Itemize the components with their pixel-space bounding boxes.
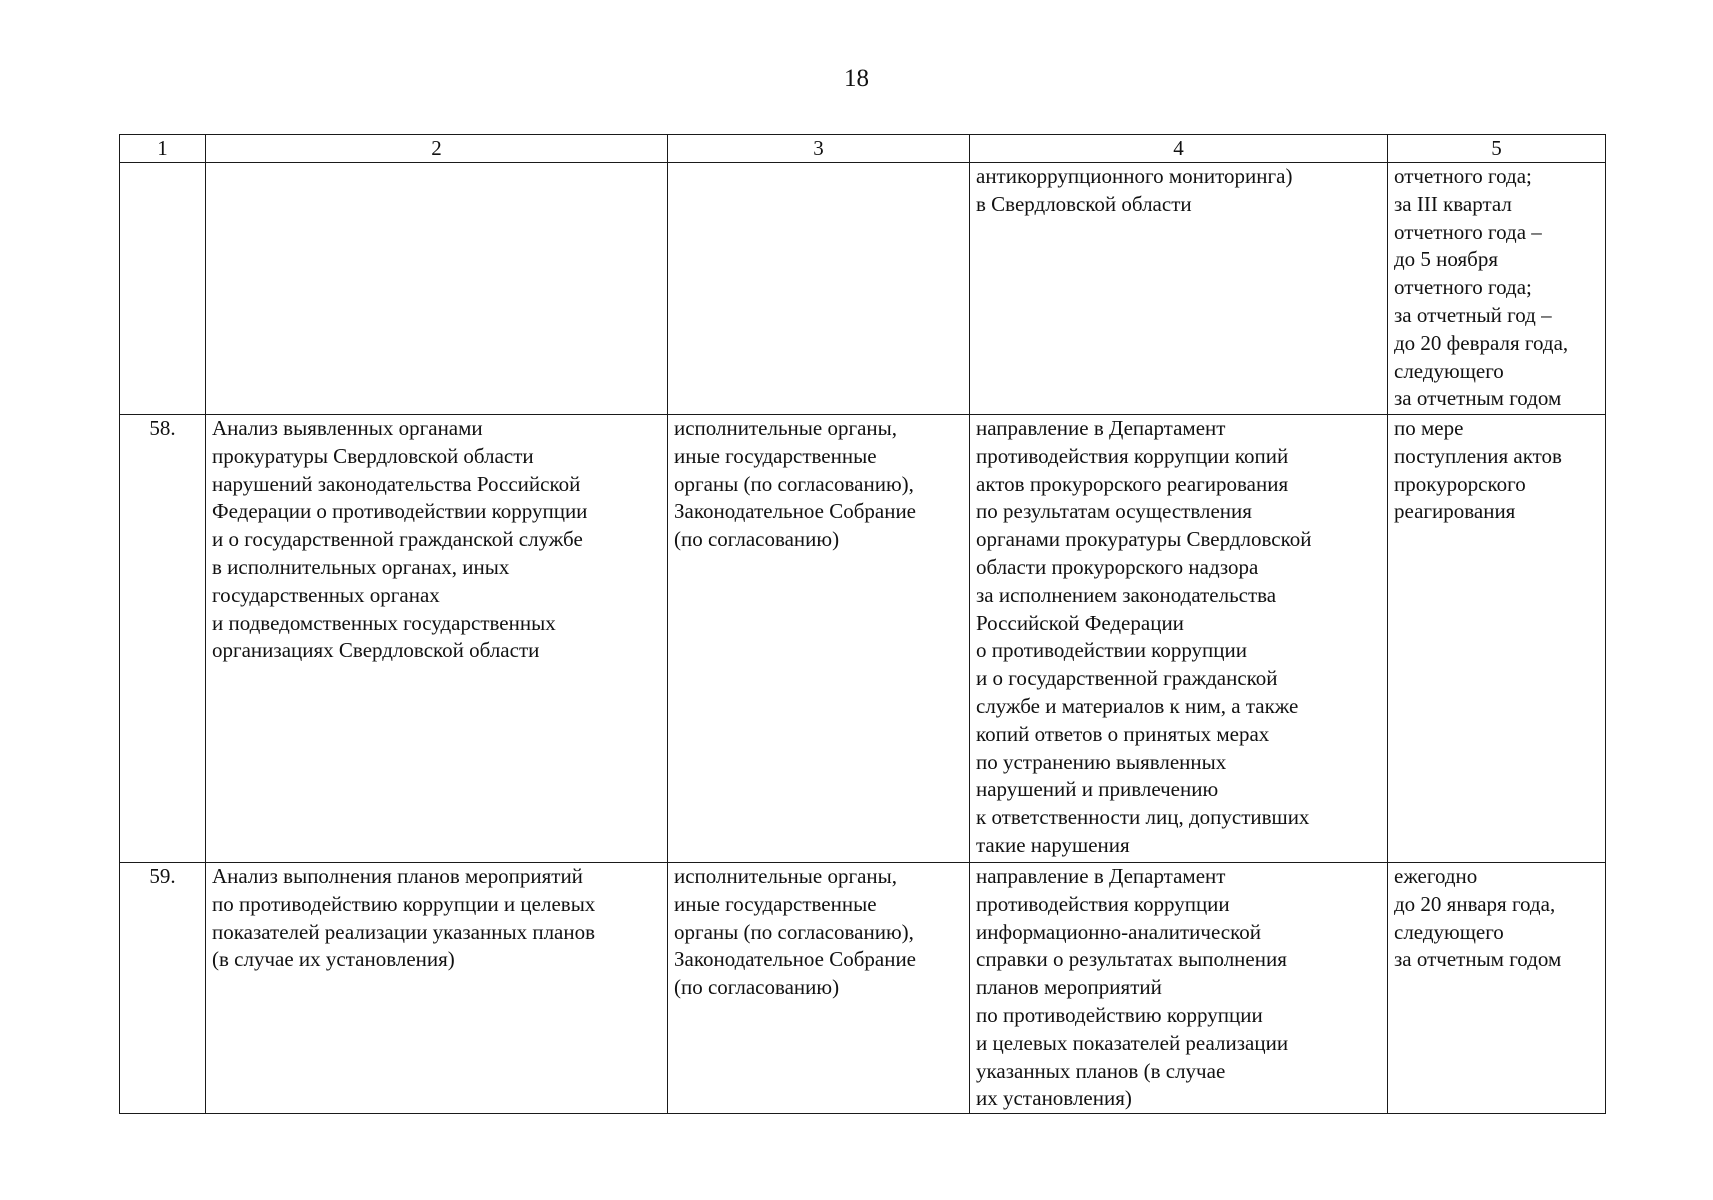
action-cell: Анализ выполнения планов мероприятий по противодействию коррупции и целевых показателей реализации указанных планов (в случае их установления) [206, 863, 668, 1114]
table-row [120, 863, 1606, 1114]
table-row [120, 415, 1606, 863]
column-header-5: 5 [1388, 135, 1606, 163]
table-header-row [120, 135, 1606, 163]
executors-cell [668, 163, 970, 415]
action-cell: Анализ выявленных органами прокуратуры Свердловской области нарушений законодательства Российской Федерации о противодействии коррупции и о государственной гражданской службе в исполнительных органах, иных государственных органах и подведомственных государственных организациях Свердловской области [206, 415, 668, 863]
executors-cell: исполнительные органы, иные государственные органы (по согласованию), Законодательное Собрание (по согласованию) [668, 863, 970, 1114]
deadline-cell: по мере поступления актов прокурорского реагирования [1388, 415, 1606, 863]
column-header-1: 1 [120, 135, 206, 163]
row-number [120, 163, 206, 415]
row-number: 59. [120, 863, 206, 1114]
form-cell: направление в Департамент противодействия коррупции информационно-аналитической справки о результатах выполнения планов мероприятий по противодействию коррупции и целевых показателей реализации указанных планов (в случае их установления) [970, 863, 1388, 1114]
page-number: 18 [844, 65, 869, 92]
form-cell: направление в Департамент противодействия коррупции копий актов прокурорского реагирования по результатам осуществления органами прокуратуры Свердловской области прокурорского надзора за исполнением законодательства Российской Федерации о противодействии коррупции и о государственной гражданской службе и материалов к ним, а также копий ответов о принятых мерах по устранению выявленных нарушений и привлечению к ответственности лиц, допустивших такие нарушения [970, 415, 1388, 863]
column-header-4: 4 [970, 135, 1388, 163]
deadline-cell: ежегодно до 20 января года, следующего за отчетным годом [1388, 863, 1606, 1114]
deadline-cell: отчетного года; за III квартал отчетного года – до 5 ноября отчетного года; за отчетный год – до 20 февраля года, следующего за отчетным годом [1388, 163, 1606, 415]
form-cell: антикоррупционного мониторинга) в Свердловской области [970, 163, 1388, 415]
column-header-2: 2 [206, 135, 668, 163]
table-row [120, 163, 1606, 415]
plan-table [119, 134, 1606, 1114]
column-header-3: 3 [668, 135, 970, 163]
row-number: 58. [120, 415, 206, 863]
action-cell [206, 163, 668, 415]
executors-cell: исполнительные органы, иные государственные органы (по согласованию), Законодательное Собрание (по согласованию) [668, 415, 970, 863]
